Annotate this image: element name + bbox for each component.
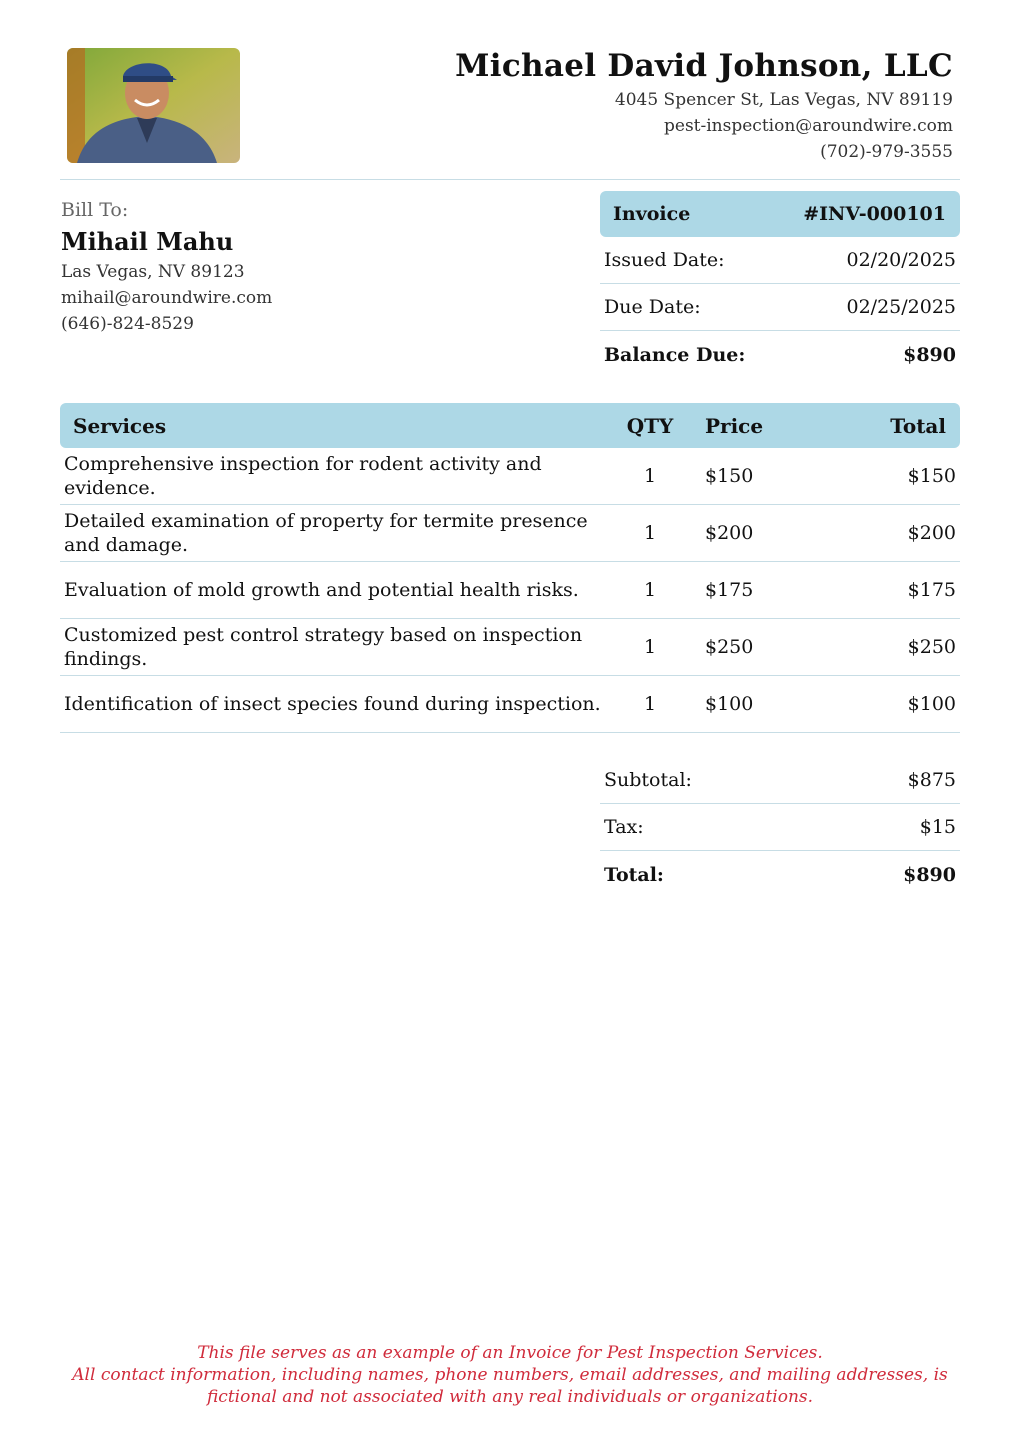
client-address: Las Vegas, NV 89123	[61, 262, 245, 282]
service-description: Comprehensive inspection for rodent activity and evidence.	[64, 453, 542, 499]
balance-due-label: Balance Due:	[604, 343, 746, 366]
header-qty: QTY	[626, 413, 674, 438]
service-description: Customized pest control strategy based on inspection findings.	[64, 624, 583, 670]
balance-due-row	[600, 331, 960, 378]
header-services: Services	[73, 413, 167, 438]
balance-due-value: $890	[903, 343, 956, 366]
due-date-row	[600, 284, 960, 331]
tax-row	[600, 804, 960, 851]
total-label: Total:	[604, 863, 664, 886]
service-price: $175	[705, 579, 754, 601]
service-description: Evaluation of mold growth and potential health risks.	[64, 579, 579, 601]
header-price: Price	[705, 413, 764, 438]
service-total: $100	[907, 693, 956, 715]
service-description: Detailed examination of property for termite presence and damage.	[64, 510, 588, 556]
company-email[interactable]: pest-inspection@aroundwire.com	[664, 116, 953, 136]
service-total: $200	[907, 522, 956, 544]
subtotal-label: Subtotal:	[604, 769, 692, 791]
disclaimer-line-3: fictional and not associated with any real individuals or organizations.	[206, 1387, 814, 1407]
invoice-number: #INV-000101	[803, 203, 946, 225]
table-row	[60, 505, 960, 562]
service-total: $150	[907, 465, 956, 487]
totals-section	[600, 757, 960, 898]
due-date-label: Due Date:	[604, 296, 701, 318]
invoice-summary	[600, 191, 960, 378]
table-row	[60, 676, 960, 733]
service-price: $150	[705, 465, 754, 487]
table-row	[60, 562, 960, 619]
company-name: Michael David Johnson, LLC	[455, 48, 953, 84]
bill-to-section	[61, 198, 272, 337]
subtotal-value: $875	[907, 769, 956, 791]
tax-label: Tax:	[604, 816, 644, 838]
disclaimer-footer	[20, 1342, 1000, 1408]
service-description: Identification of insect species found during inspection.	[64, 693, 601, 715]
company-address: 4045 Spencer St, Las Vegas, NV 89119	[614, 90, 953, 110]
disclaimer-line-2: All contact information, including names, phone numbers, email addresses, and mailing addresses, is	[72, 1365, 948, 1385]
client-email[interactable]: mihail@aroundwire.com	[61, 288, 273, 308]
invoice-header	[600, 191, 960, 237]
service-price: $200	[705, 522, 754, 544]
total-value: $890	[903, 863, 956, 886]
services-table-header	[60, 403, 960, 448]
service-qty: 1	[643, 522, 657, 544]
portrait-photo-icon	[67, 48, 240, 163]
table-row	[60, 619, 960, 676]
issued-date-value: 02/20/2025	[846, 249, 956, 271]
company-photo	[67, 48, 240, 163]
bill-to-label: Bill To:	[61, 199, 129, 221]
service-total: $250	[907, 636, 956, 658]
due-date-value: 02/25/2025	[846, 296, 956, 318]
tax-value: $15	[919, 816, 956, 838]
client-phone: (646)-824-8529	[61, 314, 194, 334]
service-qty: 1	[643, 579, 657, 601]
company-header	[455, 48, 953, 165]
disclaimer-line-1: This file serves as an example of an Invoice for Pest Inspection Services.	[197, 1343, 823, 1363]
total-row	[600, 851, 960, 898]
service-qty: 1	[643, 636, 657, 658]
table-row	[60, 448, 960, 505]
issued-date-label: Issued Date:	[604, 249, 725, 271]
services-table	[60, 403, 960, 733]
service-qty: 1	[643, 693, 657, 715]
service-price: $100	[705, 693, 754, 715]
issued-date-row	[600, 237, 960, 284]
invoice-label: Invoice	[613, 203, 691, 225]
header-divider	[60, 179, 960, 180]
service-qty: 1	[643, 465, 657, 487]
client-name: Mihail Mahu	[61, 227, 234, 256]
header-total: Total	[890, 413, 946, 438]
service-price: $250	[705, 636, 754, 658]
service-total: $175	[907, 579, 956, 601]
subtotal-row	[600, 757, 960, 804]
company-phone: (702)-979-3555	[820, 142, 953, 162]
